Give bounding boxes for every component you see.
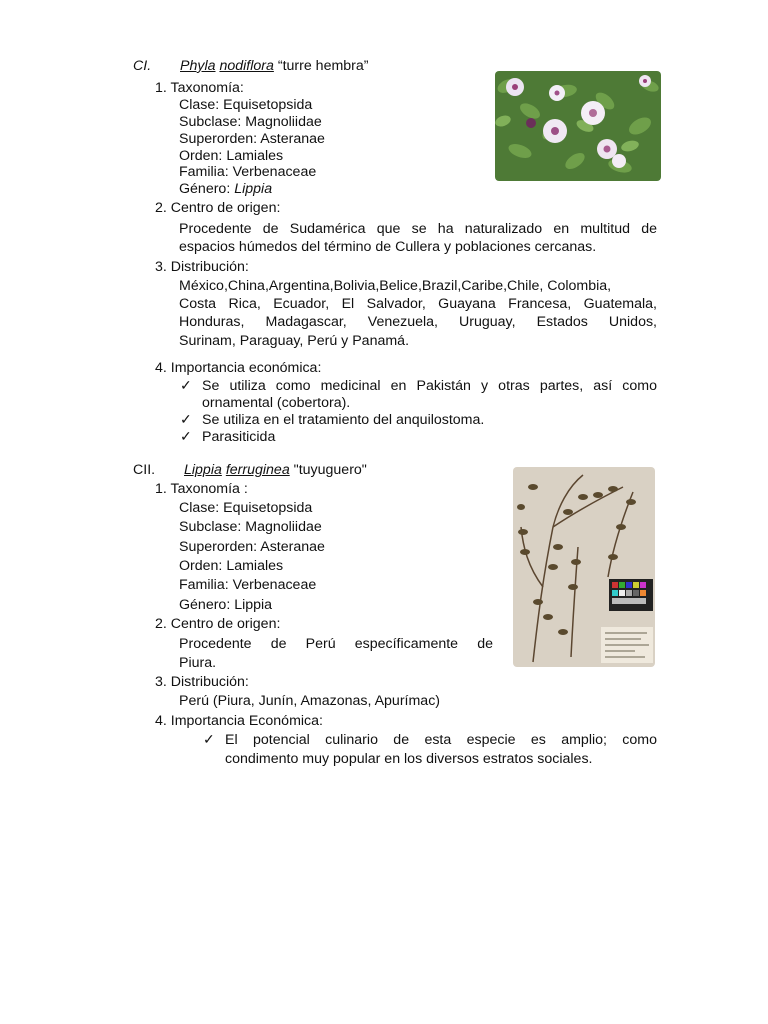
origin-line: Procedente de Perú específicamente de <box>179 636 493 652</box>
check-icon: ✓ <box>203 732 215 748</box>
genus-name: Lippia <box>184 462 222 478</box>
herbarium-photo <box>513 467 655 667</box>
distribution-line: Honduras, Madagascar, Venezuela, Uruguay, Estados Unidos, <box>179 314 657 330</box>
distribution-heading: 3. Distribución: <box>155 674 249 690</box>
distribution-line: Perú (Piura, Junín, Amazonas, Apurímac) <box>179 693 441 709</box>
distribution-line: Surinam, Paraguay, Perú y Panamá. <box>179 333 410 349</box>
section-numeral: CI. <box>133 58 152 74</box>
importance-heading: 4. Importancia económica: <box>155 360 322 376</box>
tax-genero-label: Género: <box>179 181 235 197</box>
tax-clase: Clase: Equisetopsida <box>179 500 313 516</box>
origin-line: Procedente de Sudamérica que se ha naturalizado en multitud de <box>179 221 657 237</box>
color-chart <box>609 579 653 611</box>
importance-item: Parasiticida <box>202 429 276 445</box>
tax-subclase: Subclase: Magnoliidae <box>179 114 322 130</box>
origin-heading: 2. Centro de origen: <box>155 200 281 216</box>
importance-item: El potencial culinario de esta especie es amplio; como <box>225 732 657 748</box>
importance-item: Se utiliza en el tratamiento del anquilostoma. <box>202 412 485 428</box>
species-epithet: nodiflora <box>219 58 274 74</box>
origin-line: espacios húmedos del término de Cullera y poblaciones cercanas. <box>179 239 597 255</box>
tax-orden: Orden: Lamiales <box>179 558 284 574</box>
section-numeral: CII. <box>133 462 156 478</box>
tax-genero: Género: Lippia <box>179 597 273 613</box>
taxonomy-heading: 1. Taxonomía: <box>155 80 244 96</box>
species-title <box>180 58 369 75</box>
tax-clase: Clase: Equisetopsida <box>179 97 313 113</box>
distribution-line: Costa Rica, Ecuador, El Salvador, Guayana Francesa, Guatemala, <box>179 296 657 312</box>
origin-line: Piura. <box>179 655 217 671</box>
genus-name: Phyla <box>180 58 216 74</box>
check-icon: ✓ <box>180 412 192 428</box>
distribution-heading: 3. Distribución: <box>155 259 249 275</box>
species-title <box>184 462 367 479</box>
common-name: “turre hembra” <box>277 58 369 74</box>
species-epithet: ferruginea <box>225 462 290 478</box>
origin-heading: 2. Centro de origen: <box>155 616 281 632</box>
tax-genero <box>179 181 272 198</box>
lippia-ferruginea-specimen <box>513 467 655 667</box>
tax-familia: Familia: Verbenaceae <box>179 164 317 180</box>
check-icon: ✓ <box>180 378 192 394</box>
check-icon: ✓ <box>180 429 192 445</box>
tax-orden: Orden: Lamiales <box>179 148 284 164</box>
specimen-label <box>601 627 653 663</box>
tax-familia: Familia: Verbenaceae <box>179 577 317 593</box>
plant-photo <box>495 71 661 181</box>
taxonomy-heading: 1. Taxonomía : <box>155 481 248 497</box>
common-name: "tuyuguero" <box>293 462 367 478</box>
importance-item-cont: ornamental (cobertora). <box>202 395 351 411</box>
tax-subclase: Subclase: Magnoliidae <box>179 519 322 535</box>
tax-genero-value: Lippia <box>234 181 273 197</box>
importance-item-cont: condimento muy popular en los diversos estratos sociales. <box>225 751 593 767</box>
importance-heading: 4. Importancia Económica: <box>155 713 323 729</box>
distribution-line: México,China,Argentina,Bolivia,Belice,Brazil,Caribe,Chile, Colombia, <box>179 278 612 294</box>
tax-superorden: Superorden: Asteranae <box>179 131 325 147</box>
tax-superorden: Superorden: Asteranae <box>179 539 325 555</box>
importance-item: Se utiliza como medicinal en Pakistán y otras partes, así como <box>202 378 657 394</box>
phyla-nodiflora-photo <box>495 71 661 181</box>
